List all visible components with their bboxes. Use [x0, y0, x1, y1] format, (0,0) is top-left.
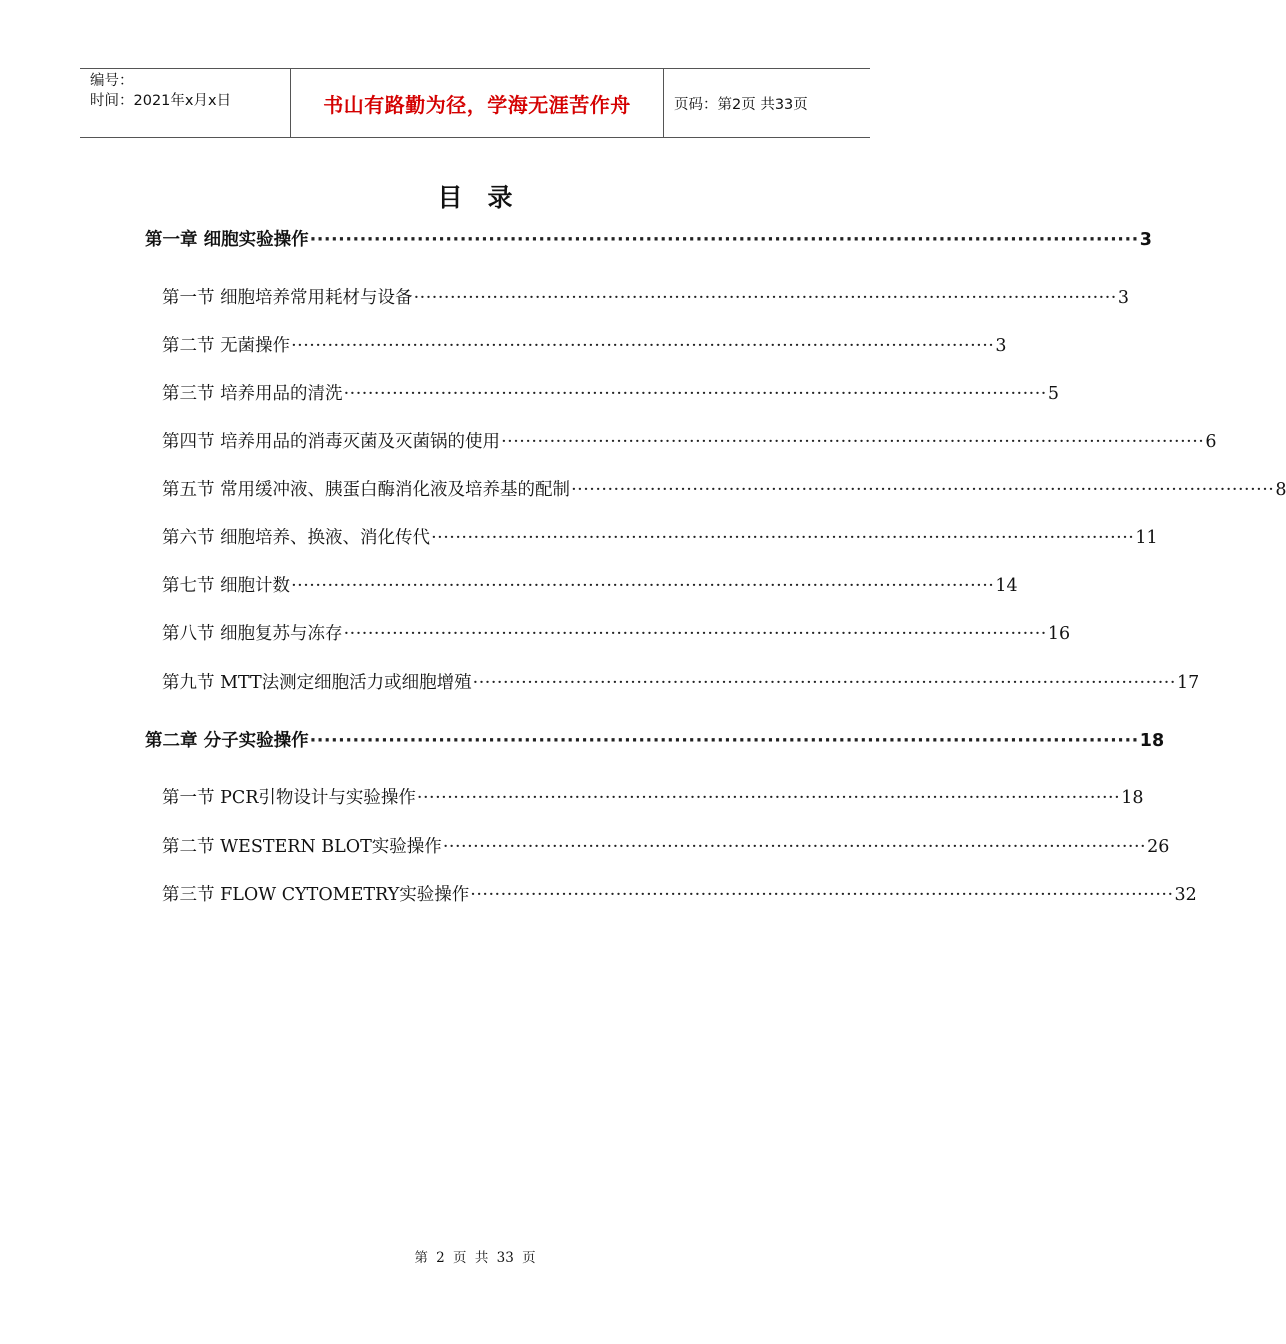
toc-section-1-3[interactable] — [162, 382, 1059, 406]
header-motto: 书山有路勤为径，学海无涯苦作舟 — [290, 69, 664, 137]
toc-section-1-8[interactable] — [162, 622, 1071, 646]
toc-entry-page: 3 — [1117, 288, 1129, 308]
toc-entry-text: 第六节 细胞培养、换液、消化传代 — [162, 528, 431, 548]
toc-section-1-6[interactable] — [162, 526, 1158, 550]
toc-entry-page: 3 — [995, 336, 1007, 356]
toc-entry-text: 第二章 分子实验操作 — [145, 731, 309, 751]
time-label: 时间：2021年x月x日 — [90, 93, 232, 109]
leader-dots: ···················································································································· — [291, 336, 995, 356]
toc-entry-page: 6 — [1205, 432, 1217, 452]
leader-dots: ···················································································································· — [309, 731, 1139, 751]
toc-entry-text: 第一节 PCR引物设计与实验操作 — [162, 788, 416, 808]
toc-section-1-7[interactable] — [162, 574, 1018, 598]
toc-entry-page: 5 — [1047, 384, 1059, 404]
toc-section-1-1[interactable] — [162, 286, 1129, 310]
toc-entry-text: 第八节 细胞复苏与冻存 — [162, 624, 343, 644]
toc-entry-text: 第三节 培养用品的清洗 — [162, 384, 343, 404]
toc-entry-text: 第四节 培养用品的消毒灭菌及灭菌锅的使用 — [162, 432, 501, 452]
toc-entry-text: 第七节 细胞计数 — [162, 576, 291, 596]
leader-dots: ···················································································································· — [472, 673, 1176, 693]
toc-entry-text: 第九节 MTT法测定细胞活力或细胞增殖 — [162, 673, 472, 693]
toc-entry-text: 第一章 细胞实验操作 — [145, 230, 309, 250]
leader-dots: ···················································································································· — [470, 885, 1174, 905]
leader-dots: ···················································································································· — [416, 788, 1121, 808]
leader-dots: ···················································································································· — [343, 624, 1047, 644]
toc-section-1-5[interactable] — [162, 478, 1286, 502]
toc-entry-page: 3 — [1139, 230, 1152, 250]
toc-entry-text: 第二节 WESTERN BLOT实验操作 — [162, 837, 442, 857]
page-header — [80, 68, 870, 138]
toc-section-1-4[interactable] — [162, 430, 1217, 454]
toc-entry-page: 32 — [1174, 885, 1197, 905]
header-meta — [80, 69, 290, 137]
toc-title: 目 录 — [437, 183, 513, 212]
toc-chapter-2[interactable] — [145, 729, 1165, 753]
toc-entry-text: 第五节 常用缓冲液、胰蛋白酶消化液及培养基的配制 — [162, 480, 571, 500]
toc-section-1-9[interactable] — [162, 671, 1200, 695]
header-page-label: 页码：第2页 共33页 — [674, 96, 808, 113]
toc-entry-page: 18 — [1121, 788, 1144, 808]
toc-entry-page: 18 — [1139, 731, 1165, 751]
toc-section-2-1[interactable] — [162, 786, 1144, 810]
leader-dots: ···················································································································· — [431, 528, 1135, 548]
number-label: 编号： — [90, 73, 134, 89]
toc-entry-page: 26 — [1147, 837, 1170, 857]
leader-dots: ···················································································································· — [413, 288, 1117, 308]
toc-entry-page: 16 — [1047, 624, 1071, 644]
toc-entry-text: 第二节 无菌操作 — [162, 336, 291, 356]
page-footer: 第 2 页 共 33 页 — [414, 1250, 536, 1266]
toc-entry-page: 8 — [1275, 480, 1286, 500]
toc-chapter-1[interactable] — [145, 228, 1152, 252]
toc-entry-text: 第一节 细胞培养常用耗材与设备 — [162, 288, 413, 308]
leader-dots: ···················································································································· — [571, 480, 1275, 500]
toc-entry-page: 11 — [1135, 528, 1158, 548]
leader-dots: ···················································································································· — [442, 837, 1147, 857]
toc-section-2-3[interactable] — [162, 883, 1197, 907]
toc-entry-page: 14 — [995, 576, 1018, 596]
toc-section-2-2[interactable] — [162, 835, 1170, 859]
toc-section-1-2[interactable] — [162, 334, 1007, 358]
leader-dots: ···················································································································· — [309, 230, 1139, 250]
leader-dots: ···················································································································· — [501, 432, 1205, 452]
leader-dots: ···················································································································· — [291, 576, 995, 596]
toc-entry-text: 第三节 FLOW CYTOMETRY实验操作 — [162, 885, 470, 905]
toc-entry-page: 17 — [1176, 673, 1200, 693]
leader-dots: ···················································································································· — [343, 384, 1047, 404]
